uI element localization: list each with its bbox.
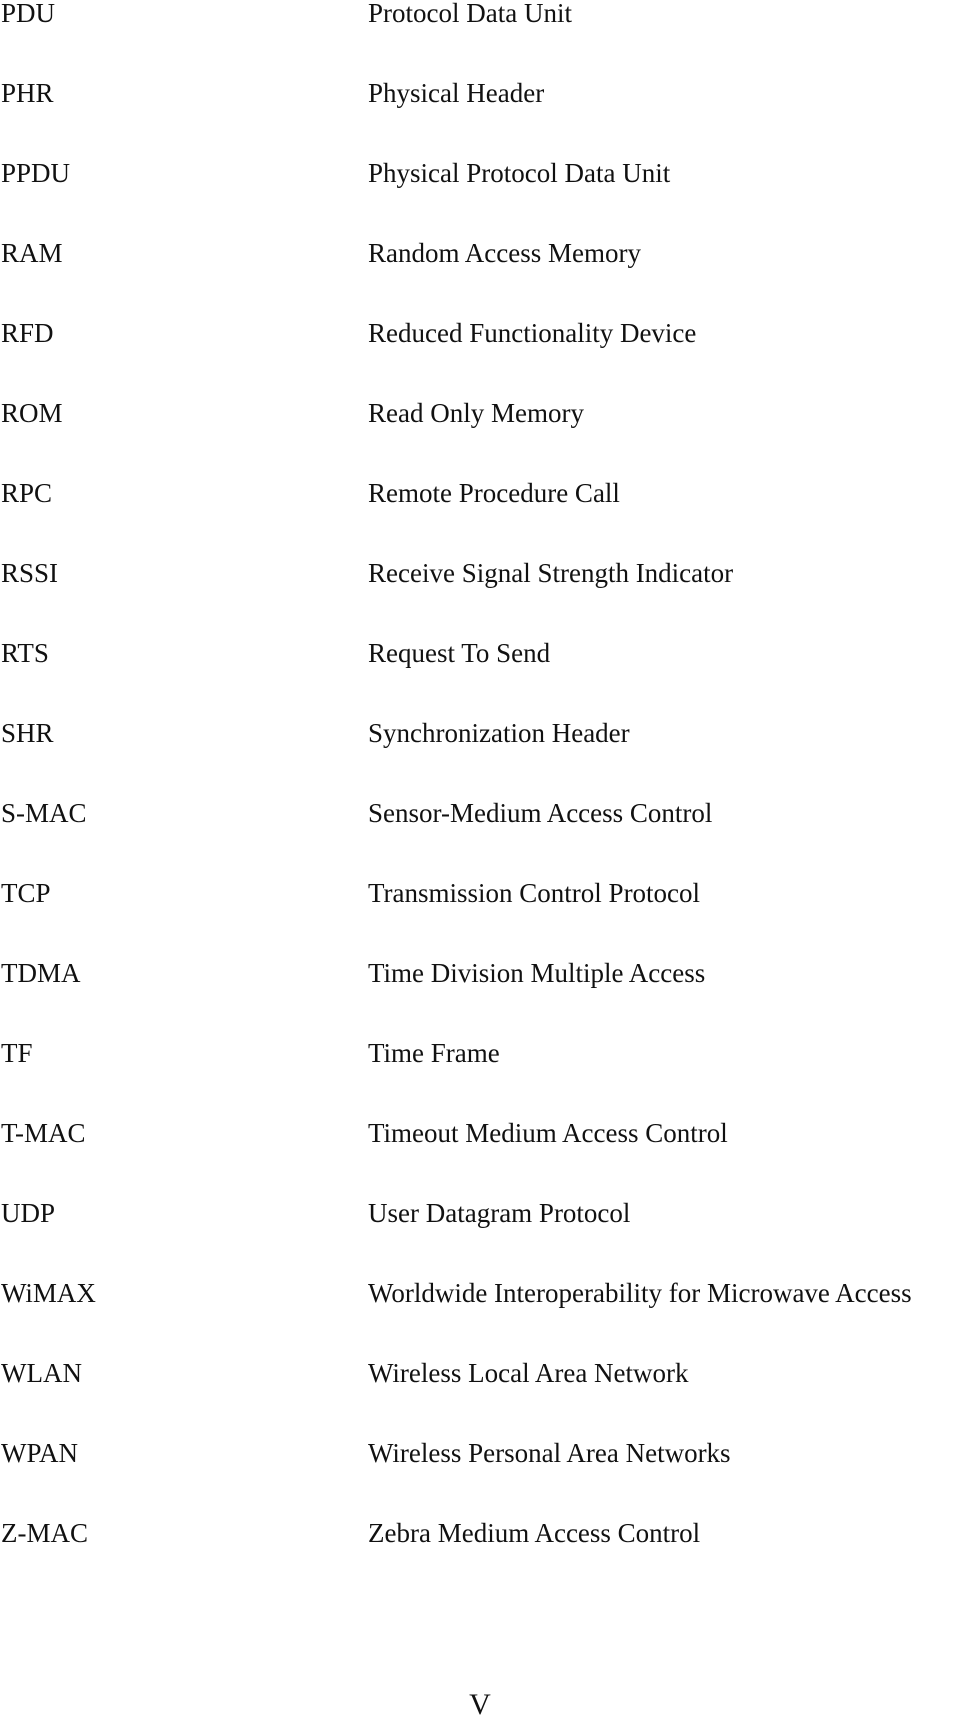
abbreviation-term: WPAN (1, 1438, 79, 1468)
abbreviation-definition: Transmission Control Protocol (368, 878, 701, 908)
abbreviation-row-ppdu (0, 160, 960, 240)
abbreviation-term: SHR (1, 718, 54, 748)
abbreviation-definition: Timeout Medium Access Control (368, 1118, 728, 1148)
abbreviation-term: ROM (1, 398, 63, 428)
abbreviation-definition: Synchronization Header (368, 718, 630, 748)
abbreviation-definition: Request To Send (368, 638, 551, 668)
abbreviation-definition: Sensor-Medium Access Control (368, 798, 713, 828)
abbreviation-definition: User Datagram Protocol (368, 1198, 631, 1228)
abbreviation-row-s-mac (0, 800, 960, 880)
abbreviation-row-t-mac (0, 1120, 960, 1200)
abbreviation-row-tcp (0, 880, 960, 960)
abbreviation-definition: Worldwide Interoperability for Microwave Access (368, 1278, 912, 1308)
abbreviation-row-shr (0, 720, 960, 800)
abbreviation-definition: Random Access Memory (368, 238, 641, 268)
abbreviation-row-wimax (0, 1280, 960, 1360)
abbreviation-row-rpc (0, 480, 960, 560)
abbreviation-term: PPDU (1, 158, 71, 188)
abbreviation-row-udp (0, 1200, 960, 1280)
abbreviation-term: RSSI (1, 558, 59, 588)
abbreviation-term: RTS (1, 638, 49, 668)
abbreviation-definition: Reduced Functionality Device (368, 318, 697, 348)
abbreviation-definition: Physical Header (368, 78, 545, 108)
abbreviation-definition: Time Division Multiple Access (368, 958, 706, 988)
abbreviation-row-rts (0, 640, 960, 720)
abbreviation-definition: Receive Signal Strength Indicator (368, 558, 734, 588)
abbreviation-term: RPC (1, 478, 53, 508)
abbreviation-term: RFD (1, 318, 54, 348)
abbreviation-term: S-MAC (1, 798, 87, 828)
abbreviation-term: T-MAC (1, 1118, 86, 1148)
abbreviation-definition: Wireless Personal Area Networks (368, 1438, 731, 1468)
abbreviation-term: UDP (1, 1198, 56, 1228)
abbreviation-definition: Read Only Memory (368, 398, 584, 428)
abbreviation-term: TCP (1, 878, 51, 908)
abbreviation-term: PHR (1, 78, 54, 108)
abbreviation-definition: Remote Procedure Call (368, 478, 620, 508)
abbreviation-definition: Wireless Local Area Network (368, 1358, 689, 1388)
abbreviation-definition: Protocol Data Unit (368, 0, 572, 28)
abbreviation-row-tdma (0, 960, 960, 1040)
abbreviation-row-z-mac (0, 1520, 960, 1600)
page-number: V (469, 1688, 491, 1721)
abbreviation-term: TF (1, 1038, 33, 1068)
abbreviation-row-rssi (0, 560, 960, 640)
abbreviation-row-wlan (0, 1360, 960, 1440)
abbreviation-row-rom (0, 400, 960, 480)
abbreviation-definition: Physical Protocol Data Unit (368, 158, 671, 188)
abbreviation-row-tf (0, 1040, 960, 1120)
abbreviation-definition: Time Frame (368, 1038, 500, 1068)
abbreviation-term: PDU (1, 0, 56, 28)
abbreviation-row-rfd (0, 320, 960, 400)
abbreviation-row-ram (0, 240, 960, 320)
abbreviation-term: TDMA (1, 958, 81, 988)
abbreviation-term: RAM (1, 238, 63, 268)
abbreviation-term: WiMAX (1, 1278, 96, 1308)
abbreviation-term: WLAN (1, 1358, 82, 1388)
abbreviation-row-wpan (0, 1440, 960, 1520)
abbreviation-row-phr (0, 80, 960, 160)
abbreviation-definition: Zebra Medium Access Control (368, 1518, 701, 1548)
abbreviation-term: Z-MAC (1, 1518, 88, 1548)
abbreviation-row-pdu (0, 0, 960, 80)
